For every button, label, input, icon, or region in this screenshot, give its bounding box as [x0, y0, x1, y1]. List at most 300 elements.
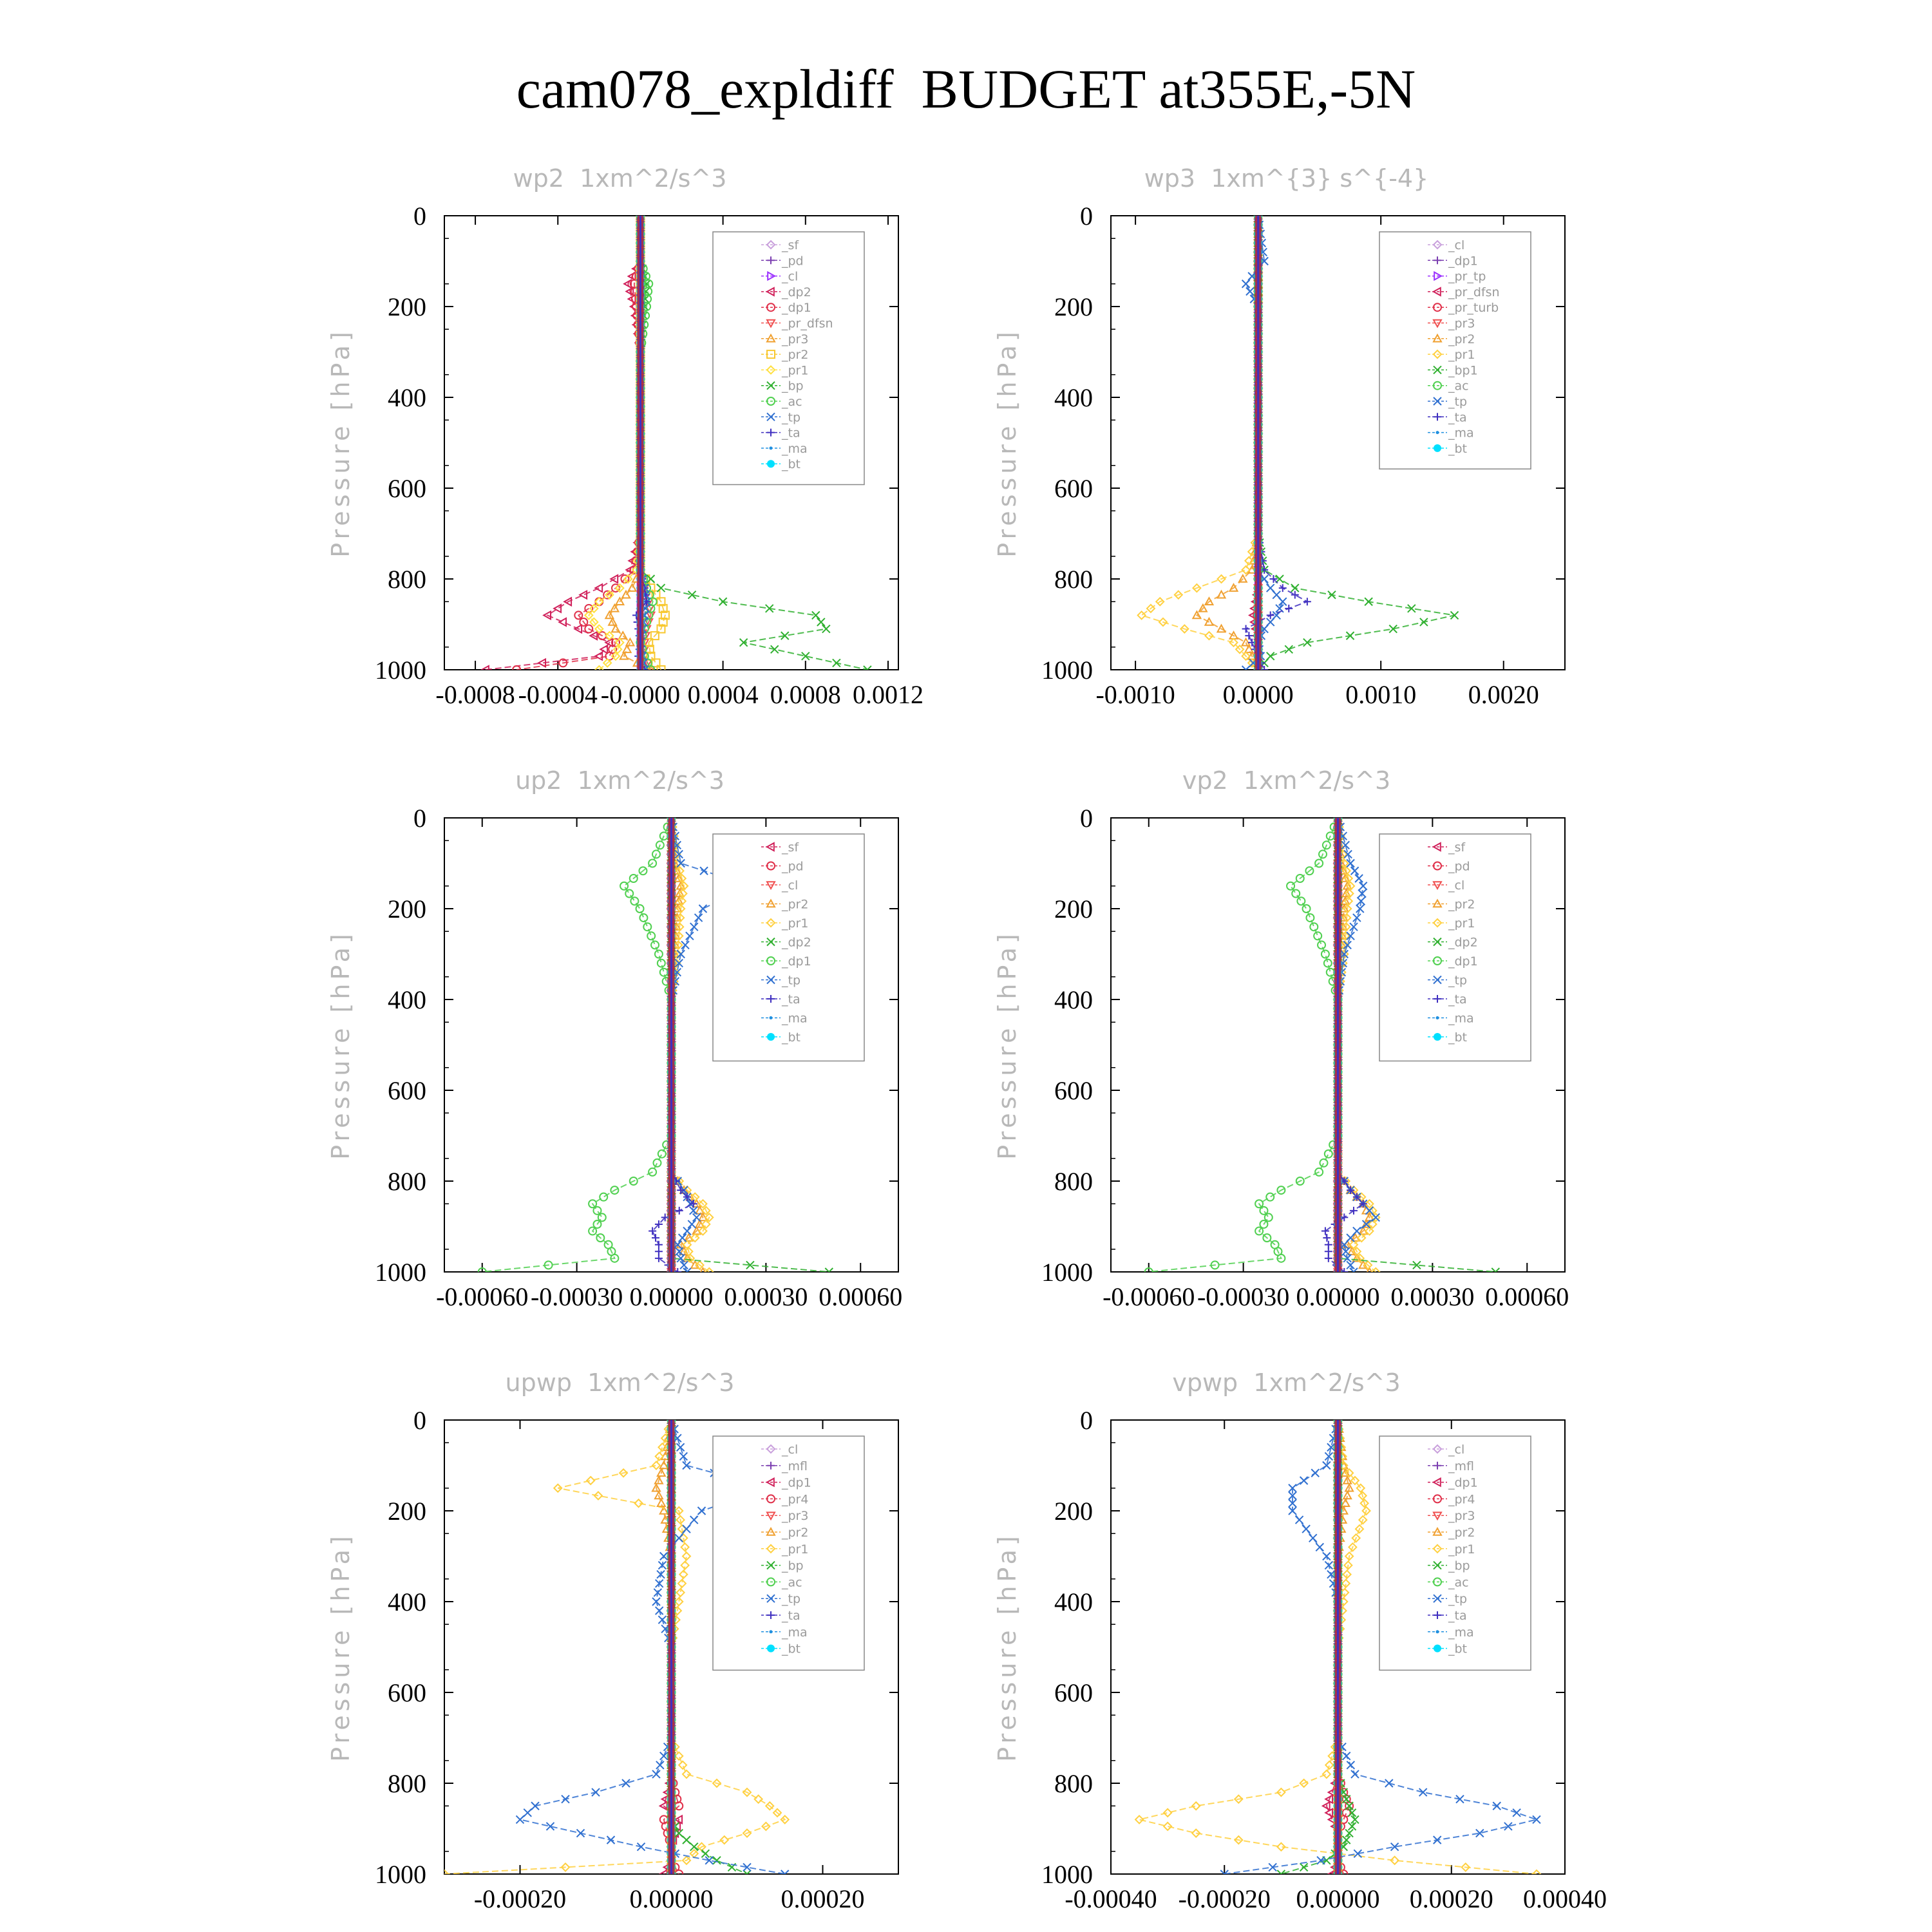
data-point: [1325, 1247, 1332, 1255]
y-tick-label: 200: [1054, 292, 1093, 321]
y-tick-label: 800: [388, 565, 426, 594]
legend-label: _dp1: [1448, 254, 1478, 269]
chart-panel-1: [993, 164, 1565, 709]
series-pr2: [1193, 212, 1262, 673]
legend-marker: [1434, 1645, 1441, 1653]
data-point: [693, 1213, 701, 1221]
legend-label: _bp: [782, 1558, 804, 1573]
data-point: [1306, 914, 1314, 922]
chart-panel-3: [993, 766, 1569, 1311]
y-axis-label: Pressure [hPa]: [993, 328, 1021, 558]
legend-label: _pr1: [782, 1542, 809, 1557]
data-point: [1341, 1499, 1349, 1506]
legend-label: _dp1: [782, 301, 811, 316]
y-tick-label: 200: [388, 1497, 426, 1526]
data-point: [639, 914, 647, 922]
data-point: [1372, 1213, 1379, 1221]
data-point: [1343, 1752, 1350, 1760]
panel-title: up2 1xm^2/s^3: [515, 766, 724, 795]
chart-panel-2: [327, 766, 902, 1311]
legend-label: _pr4: [782, 1492, 809, 1507]
legend-label: _cl: [782, 878, 799, 893]
legend-label: _tp: [1448, 1592, 1468, 1607]
legend-label: _cl: [782, 1443, 799, 1457]
data-point: [1285, 645, 1293, 653]
y-tick-label: 200: [388, 895, 426, 923]
series-line: [1338, 818, 1376, 1272]
legend-label: _ac: [782, 1575, 802, 1590]
legend-marker: [1434, 444, 1441, 452]
y-tick-label: 400: [388, 985, 426, 1014]
data-point: [1323, 1770, 1331, 1778]
data-point: [1217, 591, 1225, 598]
legend-label: _pr2: [1448, 897, 1475, 912]
x-tick-label: 0.00030: [724, 1282, 808, 1311]
series-line: [1149, 818, 1338, 1272]
data-point: [701, 1850, 709, 1857]
data-point: [652, 1598, 660, 1605]
data-point: [683, 1770, 690, 1778]
series-line: [1197, 216, 1258, 670]
x-tick-label: 0.00060: [819, 1282, 903, 1311]
legend-marker: [1436, 431, 1439, 434]
x-tick-label: -0.00030: [1197, 1282, 1290, 1311]
data-point: [1325, 1150, 1332, 1158]
x-tick-label: -0.00060: [436, 1282, 529, 1311]
y-tick-label: 0: [1080, 202, 1093, 231]
data-point: [656, 1607, 663, 1615]
legend-label: _cl: [1448, 878, 1465, 893]
legend-label: _ta: [782, 426, 800, 440]
data-point: [679, 1234, 687, 1242]
data-point: [658, 1616, 666, 1624]
data-point: [1321, 951, 1329, 958]
data-point: [1345, 1830, 1353, 1837]
y-axis-label: Pressure [hPa]: [327, 930, 355, 1160]
y-tick-label: 1000: [375, 1860, 426, 1889]
x-tick-label: 0.0000: [1222, 680, 1294, 709]
data-point: [1325, 1761, 1333, 1769]
data-point: [1325, 1241, 1332, 1249]
legend-label: _dp1: [782, 1475, 811, 1490]
legend-label: _bt: [782, 457, 801, 472]
x-tick-label: -0.0008: [435, 680, 515, 709]
data-point: [690, 923, 698, 931]
legend-label: _pr3: [782, 332, 809, 346]
y-tick-label: 200: [388, 292, 426, 321]
legend-label: _tp: [1448, 395, 1468, 409]
data-point: [675, 1830, 683, 1837]
data-point: [1309, 1534, 1317, 1542]
legend-label: _pr2: [782, 1526, 809, 1540]
legend-label: _pr2: [1448, 332, 1475, 346]
data-point: [1300, 1477, 1308, 1484]
data-point: [1325, 1562, 1332, 1569]
panel-title: wp3 1xm^{3} s^{-4}: [1144, 164, 1429, 193]
y-axis-label: Pressure [hPa]: [993, 1532, 1021, 1762]
data-point: [658, 1150, 666, 1158]
data-point: [652, 1234, 659, 1242]
legend-label: _bt: [782, 1642, 801, 1656]
chart-panel-0: [327, 164, 923, 709]
y-tick-label: 600: [1054, 474, 1093, 503]
data-point: [1344, 850, 1352, 858]
data-point: [623, 645, 631, 652]
y-tick-label: 800: [388, 1769, 426, 1798]
data-point: [516, 1815, 524, 1823]
legend-label: _bt: [1448, 441, 1468, 456]
y-tick-label: 0: [1080, 804, 1093, 833]
data-point: [1320, 1159, 1327, 1167]
legend-label: _ma: [1448, 1011, 1474, 1026]
data-point: [1351, 867, 1359, 875]
y-tick-label: 800: [388, 1167, 426, 1196]
data-point: [1246, 288, 1254, 296]
data-point: [690, 1207, 697, 1215]
x-tick-label: 0.00020: [781, 1884, 865, 1913]
data-point: [630, 897, 638, 905]
data-point: [559, 618, 566, 626]
data-point: [1349, 1823, 1356, 1830]
x-tick-label: -0.0000: [600, 680, 681, 709]
legend-label: _bp: [1448, 1558, 1470, 1573]
y-axis-label: Pressure [hPa]: [993, 930, 1021, 1160]
data-point: [700, 867, 708, 875]
legend-label: _bp: [782, 379, 804, 393]
data-point: [676, 1207, 683, 1215]
data-point: [1341, 841, 1349, 849]
data-point: [1291, 584, 1299, 592]
legend-label: _pr1: [782, 916, 809, 931]
y-axis-label: Pressure [hPa]: [327, 1532, 355, 1762]
data-point: [1297, 897, 1305, 905]
data-point: [683, 1836, 690, 1844]
legend-label: _tp: [782, 410, 801, 425]
data-point: [683, 1525, 690, 1533]
legend-label: _ma: [782, 1625, 808, 1640]
data-point: [1347, 1261, 1354, 1269]
x-tick-label: -0.00030: [530, 1282, 623, 1311]
data-point: [647, 575, 654, 583]
legend-label: _sf: [1448, 840, 1466, 855]
legend-label: _mfl: [1448, 1459, 1474, 1473]
legend-label: _ma: [1448, 1625, 1474, 1640]
x-tick-label: 0.00060: [1485, 1282, 1569, 1311]
data-point: [629, 584, 636, 591]
legend-label: _ma: [1448, 426, 1474, 440]
data-point: [688, 1220, 696, 1228]
y-tick-label: 800: [1054, 565, 1093, 594]
data-point: [1302, 1525, 1310, 1533]
legend-label: _pd: [782, 254, 804, 269]
data-point: [655, 951, 663, 958]
data-point: [1419, 1788, 1427, 1796]
data-point: [699, 905, 706, 913]
data-point: [675, 1534, 683, 1542]
y-tick-label: 0: [413, 804, 426, 833]
y-tick-label: 1000: [1041, 1258, 1093, 1287]
data-point: [598, 1213, 606, 1221]
series-line: [1325, 818, 1363, 1272]
data-point: [1323, 1462, 1331, 1470]
legend-label: _cl: [1448, 238, 1465, 252]
data-point: [658, 1499, 665, 1506]
data-point: [721, 1836, 728, 1844]
series-dp1: [478, 814, 676, 1276]
legend-marker: [770, 1630, 773, 1633]
data-point: [675, 1752, 683, 1760]
legend-label: _pr2: [782, 897, 809, 912]
x-tick-label: 0.00020: [1409, 1884, 1493, 1913]
data-point: [1355, 875, 1363, 882]
legend-label: _cl: [782, 269, 799, 284]
x-tick-label: 0.0012: [852, 680, 923, 709]
data-point: [1325, 1452, 1332, 1460]
data-point: [612, 625, 620, 632]
data-point: [1300, 1863, 1308, 1871]
y-tick-label: 1000: [1041, 1860, 1093, 1889]
data-point: [1349, 1809, 1356, 1817]
panel-title: wp2 1xm^2/s^3: [513, 164, 727, 193]
x-tick-label: 0.0010: [1345, 680, 1417, 709]
data-point: [1266, 1193, 1274, 1201]
data-point: [686, 932, 694, 940]
legend-marker: [767, 1645, 775, 1653]
data-point: [580, 591, 587, 599]
data-point: [620, 882, 628, 890]
data-point: [622, 1779, 630, 1787]
data-point: [1310, 923, 1318, 931]
y-tick-label: 0: [413, 202, 426, 231]
data-point: [698, 1507, 706, 1515]
series-line: [589, 216, 640, 670]
legend-label: _dp2: [782, 935, 811, 950]
x-tick-label: 0.00000: [629, 1884, 714, 1913]
data-point: [1513, 1809, 1520, 1817]
legend-marker: [1434, 1033, 1441, 1041]
series-line: [1142, 216, 1258, 670]
data-point: [643, 923, 651, 931]
x-tick-label: 0.0008: [770, 680, 841, 709]
legend-label: _pd: [782, 859, 804, 874]
data-point: [683, 1462, 690, 1470]
legend-label: _dp2: [1448, 935, 1478, 950]
legend-label: _ac: [1448, 1575, 1469, 1590]
legend-label: _ma: [782, 1011, 808, 1026]
series-tp: [1242, 212, 1287, 674]
data-point: [655, 1241, 663, 1249]
y-tick-label: 600: [388, 474, 426, 503]
legend-label: _ta: [1448, 992, 1467, 1007]
legend-marker: [1436, 1016, 1439, 1019]
x-tick-label: -0.00020: [1178, 1884, 1271, 1913]
x-tick-label: -0.0010: [1095, 680, 1175, 709]
series-ta: [1242, 212, 1311, 674]
legend-label: _pr3: [782, 1509, 809, 1524]
data-point: [1347, 932, 1354, 940]
legend-label: _tp: [782, 973, 801, 988]
legend-marker: [1436, 1630, 1439, 1633]
data-point: [600, 1193, 607, 1201]
data-point: [683, 1227, 691, 1235]
data-point: [1318, 941, 1325, 949]
legend-label: _mfl: [782, 1459, 808, 1473]
legend-label: _pr_turb: [1448, 301, 1499, 316]
data-point: [1242, 625, 1250, 633]
data-point: [1324, 960, 1332, 967]
data-point: [1347, 1761, 1354, 1769]
legend: [1379, 232, 1531, 469]
x-tick-label: 0.00030: [1390, 1282, 1475, 1311]
page-title: cam078_expldiff BUDGET at355E,-5N: [516, 58, 1416, 120]
x-tick-label: -0.00020: [473, 1884, 567, 1913]
legend-label: _pr1: [1448, 1542, 1475, 1557]
data-point: [658, 960, 665, 967]
legend-label: _ma: [782, 441, 808, 456]
data-point: [1343, 1795, 1350, 1803]
y-tick-label: 400: [388, 383, 426, 412]
legend: [1379, 834, 1531, 1061]
legend-marker: [770, 446, 773, 450]
legend: [713, 1436, 864, 1670]
data-point: [1351, 1815, 1359, 1823]
y-tick-label: 800: [1054, 1769, 1093, 1798]
legend-label: _bt: [782, 1030, 801, 1045]
data-point: [1242, 280, 1250, 288]
data-point: [677, 1443, 685, 1451]
legend: [1379, 1436, 1531, 1670]
legend-label: _pr_dfsn: [1448, 285, 1500, 299]
x-tick-label: -0.00040: [1065, 1884, 1157, 1913]
legend-label: _sf: [782, 238, 799, 252]
data-point: [1351, 1770, 1359, 1778]
x-tick-label: 0.0004: [687, 680, 759, 709]
legend-label: _tp: [1448, 973, 1468, 988]
data-point: [1359, 882, 1367, 890]
data-point: [1323, 1234, 1331, 1242]
x-tick-label: 0.00000: [1296, 1884, 1380, 1913]
data-point: [695, 914, 703, 922]
y-tick-label: 1000: [1041, 656, 1093, 685]
data-point: [679, 1452, 687, 1460]
legend-label: _tp: [782, 1592, 801, 1607]
legend-label: _ac: [782, 395, 802, 409]
legend-label: _ta: [1448, 410, 1467, 425]
y-tick-label: 1000: [375, 656, 426, 685]
panel-title: vpwp 1xm^2/s^3: [1172, 1368, 1401, 1397]
series-dp1: [1145, 814, 1342, 1276]
legend-label: _pd: [1448, 859, 1470, 874]
y-tick-label: 400: [388, 1587, 426, 1616]
data-point: [1323, 1553, 1331, 1560]
x-tick-label: 0.0020: [1468, 680, 1539, 709]
data-point: [1291, 591, 1299, 599]
legend-label: _dp1: [782, 954, 811, 969]
data-point: [1385, 1779, 1393, 1787]
legend: [713, 232, 864, 485]
data-point: [625, 890, 633, 898]
legend-label: _ta: [782, 992, 800, 1007]
legend-label: _dp1: [1448, 1475, 1478, 1490]
data-point: [690, 1516, 698, 1524]
data-point: [1265, 1213, 1273, 1221]
data-point: [1345, 1802, 1353, 1810]
panel-title: vp2 1xm^2/s^3: [1182, 766, 1391, 795]
legend-label: _cl: [1448, 1443, 1465, 1457]
data-point: [652, 1770, 660, 1778]
data-point: [657, 584, 665, 592]
legend-label: _bt: [1448, 1030, 1468, 1045]
y-tick-label: 200: [1054, 1497, 1093, 1526]
legend-marker: [767, 1033, 775, 1041]
data-point: [647, 932, 655, 940]
data-point: [1343, 1836, 1350, 1844]
data-point: [656, 1761, 664, 1769]
legend-label: _dp2: [782, 285, 811, 299]
data-point: [1316, 1543, 1323, 1551]
x-tick-label: -0.00060: [1103, 1282, 1195, 1311]
legend-label: _pr2: [782, 348, 809, 363]
y-tick-label: 0: [1080, 1406, 1093, 1435]
y-tick-label: 0: [413, 1406, 426, 1435]
data-point: [660, 1462, 668, 1469]
data-point: [1292, 890, 1300, 898]
y-tick-label: 600: [388, 1076, 426, 1105]
x-tick-label: 0.00040: [1523, 1884, 1607, 1913]
data-point: [1303, 598, 1311, 605]
data-point: [554, 605, 561, 612]
data-point: [1350, 923, 1358, 931]
x-tick-label: -0.0004: [518, 680, 598, 709]
y-tick-label: 400: [1054, 985, 1093, 1014]
legend-label: _sf: [782, 840, 799, 855]
chart-panel-4: [327, 1368, 898, 1913]
data-point: [680, 1261, 688, 1269]
data-point: [593, 1207, 601, 1215]
y-tick-label: 600: [388, 1678, 426, 1707]
data-point: [1325, 1255, 1332, 1262]
data-point: [713, 1857, 721, 1864]
legend-label: _pr3: [1448, 316, 1475, 331]
y-tick-label: 800: [1054, 1167, 1093, 1196]
data-point: [1260, 1207, 1267, 1215]
data-point: [636, 905, 644, 913]
legend-label: _dp1: [1448, 954, 1478, 969]
y-tick-label: 600: [1054, 1678, 1093, 1707]
data-point: [1296, 1516, 1303, 1524]
legend-label: _pr_tp: [1448, 269, 1486, 284]
panel-title: upwp 1xm^2/s^3: [505, 1368, 735, 1397]
series-dp1: [513, 212, 644, 674]
data-point: [655, 1247, 663, 1255]
data-point: [817, 618, 825, 626]
legend-label: _pr1: [1448, 348, 1475, 363]
x-tick-label: 0.00000: [629, 1282, 714, 1311]
legend-label: _pr_dfsn: [782, 316, 833, 331]
legend-label: _pr4: [1448, 1492, 1475, 1507]
chart-panel-5: [993, 1368, 1607, 1913]
y-tick-label: 400: [1054, 1587, 1093, 1616]
legend-marker: [770, 1016, 773, 1019]
legend-label: _pr3: [1448, 1509, 1475, 1524]
series-line: [482, 818, 672, 1272]
y-tick-label: 600: [1054, 1076, 1093, 1105]
data-point: [1353, 914, 1361, 922]
legend-marker: [767, 460, 775, 468]
legend-label: _pr2: [1448, 1526, 1475, 1540]
legend-label: _ta: [1448, 1609, 1467, 1623]
x-tick-label: 0.00000: [1296, 1282, 1380, 1311]
